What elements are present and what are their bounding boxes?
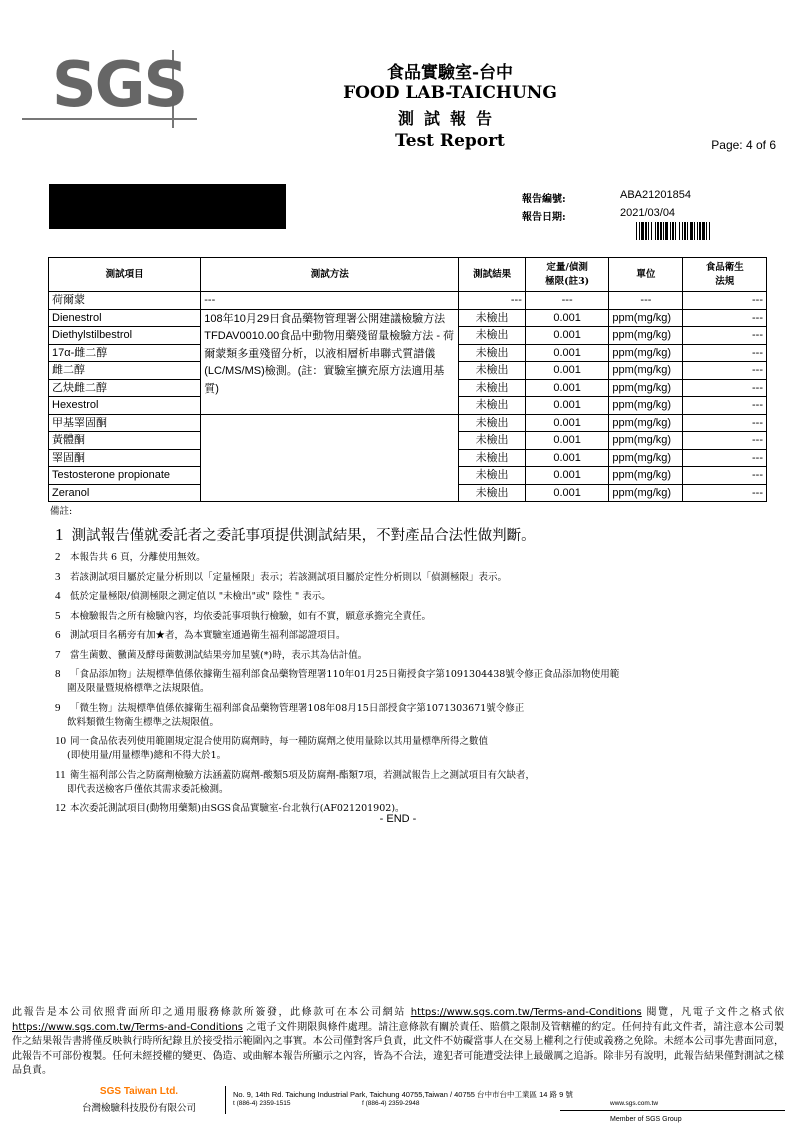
- cell-item: 睪固酮: [49, 449, 201, 467]
- cell-method-cont: [201, 414, 459, 502]
- footer-company: [74, 1086, 204, 1114]
- cell-regulation: ---: [683, 467, 767, 485]
- company-name-en: SGS Taiwan Ltd.: [99, 1086, 179, 1097]
- cell-limit: 0.001: [525, 467, 609, 485]
- note-text-cont: 圍及限量暨規格標準之法規限值。: [67, 683, 210, 694]
- note-number: 1: [55, 525, 64, 544]
- lab-name-en: FOOD LAB-TAICHUNG: [343, 83, 557, 103]
- sgs-logo-text: SGS: [52, 48, 187, 121]
- page-number: Page: 4 of 6: [711, 138, 776, 152]
- cell-item: Dienestrol: [49, 309, 201, 327]
- barcode-bar: [660, 222, 662, 240]
- cell-unit: ppm(mg/kg): [609, 362, 683, 380]
- cell-unit: ppm(mg/kg): [609, 379, 683, 397]
- barcode-bar: [645, 222, 647, 240]
- barcode-bar: [648, 222, 649, 240]
- terms-link-2[interactable]: https://www.sgs.com.tw/Terms-and-Conditions: [12, 1021, 244, 1033]
- header-method: 測試方法: [201, 258, 459, 292]
- cell-unit: ppm(mg/kg): [609, 449, 683, 467]
- report-no-label: 報告編號:: [522, 194, 566, 205]
- footer-fax: f (886-4) 2359-2948: [362, 1100, 420, 1107]
- barcode-bar: [636, 222, 637, 240]
- cell-regulation: ---: [683, 484, 767, 502]
- disclaimer-part-1: 此報告是本公司依照背面所印之通用服務條款所簽發，此條款可在本公司網站: [12, 1007, 411, 1018]
- note-number: 7: [55, 648, 61, 661]
- barcode-bar: [697, 222, 698, 240]
- cell-item: Diethylstilbestrol: [49, 327, 201, 345]
- barcode-bar: [651, 222, 652, 240]
- note-item: [55, 525, 775, 546]
- note-number: 3: [55, 570, 61, 583]
- cell-regulation: ---: [683, 309, 767, 327]
- cell-result: 未檢出: [459, 449, 526, 467]
- note-item: [55, 768, 775, 797]
- cell-limit: 0.001: [525, 432, 609, 450]
- barcode-bar: [684, 222, 686, 240]
- barcode-bar: [655, 222, 656, 240]
- cell-regulation: ---: [683, 362, 767, 380]
- cell-result: 未檢出: [459, 379, 526, 397]
- table-row: [49, 414, 767, 432]
- table-header-row: [49, 258, 767, 292]
- cell-result: 未檢出: [459, 467, 526, 485]
- note-item: [55, 550, 775, 565]
- note-item: [55, 648, 775, 663]
- terms-link-1[interactable]: https://www.sgs.com.tw/Terms-and-Conditions: [410, 1007, 642, 1018]
- cell-unit: ppm(mg/kg): [609, 309, 683, 327]
- cell-result: 未檢出: [459, 327, 526, 345]
- cell-regulation: ---: [683, 327, 767, 345]
- report-date: 2021/03/04: [620, 207, 676, 219]
- results-table: [48, 257, 767, 502]
- barcode-bar: [657, 222, 659, 240]
- notes-list: [55, 525, 775, 821]
- note-text-cont: 飲料類微生物衛生標準之法規限值。: [67, 716, 220, 728]
- note-number: 8: [55, 668, 61, 680]
- note-text: 本報告共 6 頁，分離使用無效。: [70, 552, 206, 563]
- barcode-bar: [665, 222, 668, 240]
- cell-unit: ppm(mg/kg): [609, 432, 683, 450]
- barcode-bar: [706, 222, 707, 240]
- cell-item: Hexestrol: [49, 397, 201, 415]
- note-number: 9: [55, 701, 61, 714]
- disclaimer-part-3: 之電子文件期限與條件處理。請注意條款有關於責任、賠償之限制及管轄權的約定。任何持有此文件者，請注意本公司製作之結果報告書將僅反映執行時所紀錄且於接受指示範圍內之事實。本公司僅對客戶負責，此文件不妨礙當事人在交易上權利之行使或義務之免除。未經本公司事先書面同意，此報告不可部份複製。任何未經授權的變更、偽造、或曲解本報告所顯示之內容，皆為不合法，違犯者可能遭受法律上最嚴厲之追訴。除非另有說明，此報告結果僅對測試之樣品負責。: [12, 1021, 784, 1076]
- cell-limit: 0.001: [525, 414, 609, 432]
- cell-limit: 0.001: [525, 397, 609, 415]
- note-text: 測試報告僅就委託者之委託事項提供測試結果，不對產品合法性做判斷。: [71, 528, 536, 544]
- cell-result: 未檢出: [459, 309, 526, 327]
- cell-limit: 0.001: [525, 449, 609, 467]
- cell-item: 乙炔雌二醇: [49, 379, 201, 397]
- note-number: 4: [55, 590, 61, 602]
- table-row: [49, 309, 767, 327]
- cell-regulation: ---: [683, 449, 767, 467]
- barcode-bar: [639, 222, 640, 240]
- cell-item: 17α-雌二醇: [49, 344, 201, 362]
- barcode-bar: [694, 222, 695, 240]
- report-no: ABA21201854: [620, 189, 691, 201]
- barcode-bar: [709, 222, 710, 240]
- note-item: [55, 570, 775, 585]
- note-number: 2: [55, 551, 61, 563]
- footer-address: No. 9, 14th Rd. Taichung Industrial Park, Taichung 40755,Taiwan / 40755 台中市台中工業區 14 路 9 號: [233, 1090, 573, 1099]
- cell-result: 未檢出: [459, 414, 526, 432]
- note-item: [55, 628, 775, 643]
- note-item: [55, 609, 775, 624]
- cell-item: Zeranol: [49, 484, 201, 502]
- cell-result: 未檢出: [459, 344, 526, 362]
- group-item: 荷爾蒙: [49, 292, 201, 310]
- disclaimer: [12, 1006, 784, 1079]
- cell-result: 未檢出: [459, 484, 526, 502]
- note-text: 同一食品依表列使用範圍規定混合使用防腐劑時，每一種防腐劑之使用量除以其用量標準所得之數值: [70, 736, 489, 747]
- note-number: 10: [55, 735, 66, 747]
- cell-regulation: ---: [683, 414, 767, 432]
- end-marker: - END -: [379, 813, 417, 825]
- barcode-bar: [641, 222, 644, 240]
- cell-regulation: ---: [683, 432, 767, 450]
- note-text: 本檢驗報告之所有檢驗內容，均依委託事項執行檢驗，如有不實，願意承擔完全責任。: [70, 610, 432, 622]
- cell-limit: 0.001: [525, 327, 609, 345]
- barcode-image: [636, 222, 747, 240]
- cell-regulation: ---: [683, 379, 767, 397]
- cell-unit: ppm(mg/kg): [609, 414, 683, 432]
- note-text-cont: 即代表送檢客戶僅依其需求委託檢測。: [67, 783, 229, 795]
- group-unit: ---: [609, 292, 683, 310]
- note-item: [55, 667, 775, 696]
- footer-tel: t (886-4) 2359-1515: [233, 1100, 291, 1107]
- lab-name-zh: 食品實驗室-台中: [386, 63, 514, 83]
- cell-item: 甲基睪固酮: [49, 414, 201, 432]
- note-text: 當生菌數、黴菌及酵母菌數測試結果旁加星號(*)時，表示其為估計值。: [70, 649, 368, 661]
- note-text: 「食品添加物」法規標準值係依據衛生福利部食品藥物管理署110年01月25日衛授食字第1091304438號令修正食品添加物使用範: [70, 669, 620, 680]
- note-item: [55, 701, 775, 730]
- redacted-block: [49, 184, 286, 229]
- report-title-zh: 測試報告: [397, 109, 502, 128]
- note-text: 測試項目名稱旁有加★者，為本實驗室通過衛生福利部認證項目。: [70, 630, 346, 641]
- cell-unit: ppm(mg/kg): [609, 467, 683, 485]
- note-text: 若該測試項目屬於定量分析則以「定量極限」表示；若該測試項目屬於定性分析則以「偵測極限」表示。: [70, 571, 508, 583]
- report-date-label: 報告日期:: [522, 212, 566, 223]
- note-item: [55, 734, 775, 763]
- note-number: 5: [55, 609, 61, 622]
- report-title-en: Test Report: [395, 131, 505, 151]
- group-method: ---: [201, 292, 459, 310]
- footer-member: Member of SGS Group: [610, 1116, 682, 1123]
- cell-result: 未檢出: [459, 362, 526, 380]
- cell-unit: ppm(mg/kg): [609, 327, 683, 345]
- barcode-bar: [672, 222, 674, 240]
- note-text: 低於定量極限/偵測極限之測定值以 "未檢出"或" 陰性 " 表示。: [70, 591, 331, 602]
- note-text-cont: (即使用量/用量標準)總和不得大於1。: [67, 750, 227, 761]
- barcode-bar: [702, 222, 705, 240]
- cell-unit: ppm(mg/kg): [609, 344, 683, 362]
- note-number: 11: [55, 768, 66, 781]
- remarks-label: 備註:: [50, 506, 73, 517]
- cell-item: 雌二醇: [49, 362, 201, 380]
- barcode-bar: [679, 222, 680, 240]
- note-number: 6: [55, 629, 61, 641]
- group-regulation: ---: [683, 292, 767, 310]
- cell-regulation: ---: [683, 397, 767, 415]
- cell-item: Testosterone propionate: [49, 467, 201, 485]
- cell-limit: 0.001: [525, 362, 609, 380]
- header-result: 測試結果: [459, 258, 526, 292]
- cell-regulation: ---: [683, 344, 767, 362]
- barcode-bar: [682, 222, 683, 240]
- cell-result: 未檢出: [459, 432, 526, 450]
- cell-item: 黃體酮: [49, 432, 201, 450]
- group-limit: ---: [525, 292, 609, 310]
- cell-unit: ppm(mg/kg): [609, 397, 683, 415]
- note-text: 本次委託測試項目(動物用藥類)由SGS食品實驗室-台北執行(AF021201902)。: [70, 803, 405, 814]
- group-result: ---: [459, 292, 526, 310]
- barcode-bar: [670, 222, 671, 240]
- header-unit: 單位: [609, 258, 683, 292]
- cell-result: 未檢出: [459, 397, 526, 415]
- table-row-group: [49, 292, 767, 310]
- footer-divider: [225, 1086, 226, 1114]
- header-limit: 定量/偵測 極限(註3): [525, 258, 609, 292]
- note-text: 「微生物」法規標準值係依據衛生福利部食品藥物管理署108年08月15日部授食字第1071303671號令修正: [70, 702, 525, 714]
- disclaimer-part-2: 閱覽，凡電子文件之格式依: [641, 1007, 784, 1018]
- barcode-bar: [687, 222, 688, 240]
- company-name-zh: 台灣檢驗科技股份有限公司: [81, 1103, 196, 1114]
- barcode-bar: [663, 222, 664, 240]
- note-text: 衛生福利部公告之防腐劑檢驗方法涵蓋防腐劑-酸類5項及防腐劑-酯類7項，若測試報告上之測試項目有欠缺者，: [70, 769, 536, 781]
- cell-limit: 0.001: [525, 344, 609, 362]
- cell-limit: 0.001: [525, 379, 609, 397]
- cell-limit: 0.001: [525, 484, 609, 502]
- footer-website[interactable]: www.sgs.com.tw: [610, 1100, 659, 1107]
- barcode-bar: [675, 222, 676, 240]
- barcode-bar: [699, 222, 701, 240]
- note-item: [55, 589, 775, 604]
- barcode-bar: [690, 222, 693, 240]
- header-regulation: 食品衛生 法規: [683, 258, 767, 292]
- cell-limit: 0.001: [525, 309, 609, 327]
- header-item: 測試項目: [49, 258, 201, 292]
- cell-unit: ppm(mg/kg): [609, 484, 683, 502]
- cell-method: 108年10月29日食品藥物管理署公開建議檢驗方法TFDAV0010.00食品中動物用藥殘留量檢驗方法 - 荷爾蒙類多重殘留分析，以液相層析串聯式質譜儀(LC/MS/MS)檢測。(註：實驗室擴充原方法適用基質): [201, 309, 459, 414]
- footer-line: [560, 1110, 785, 1111]
- note-number: 12: [55, 802, 66, 814]
